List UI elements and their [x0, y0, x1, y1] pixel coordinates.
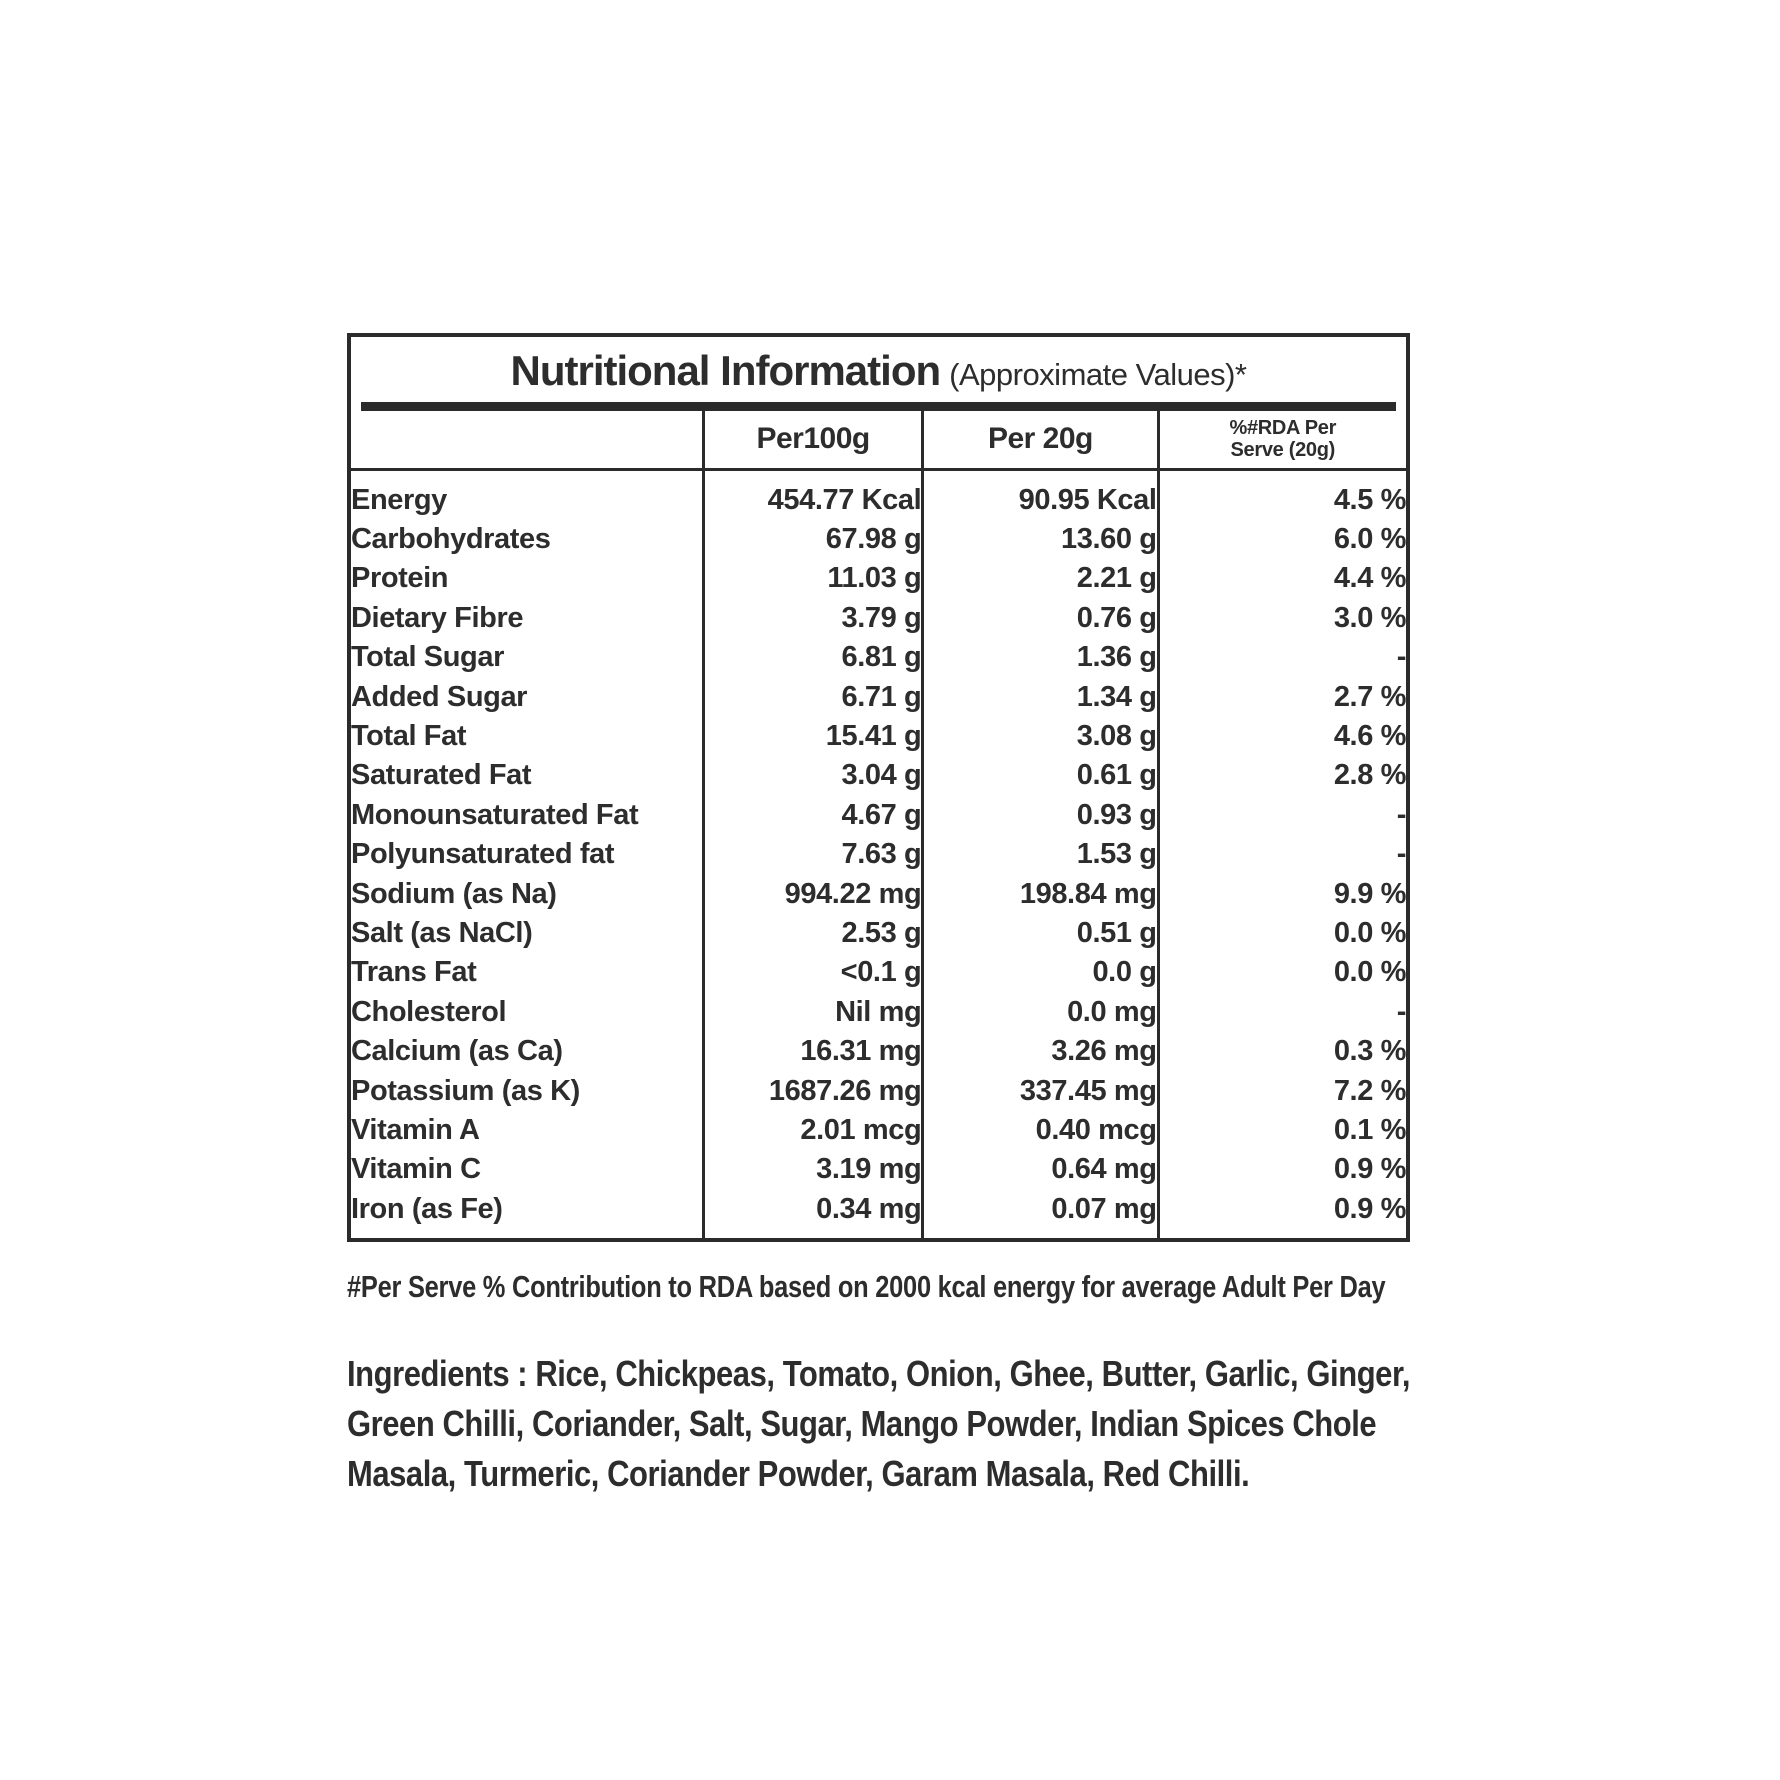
value-per20g: 0.40 mcg	[923, 1111, 1158, 1150]
table-row	[351, 599, 1406, 638]
value-per20g: 337.45 mg	[923, 1072, 1158, 1111]
header-row	[351, 411, 1406, 469]
value-rda: 2.7 %	[1158, 678, 1406, 717]
value-rda: 3.0 %	[1158, 599, 1406, 638]
value-per20g: 0.64 mg	[923, 1150, 1158, 1189]
value-per100g: 15.41 g	[703, 717, 922, 756]
ingredients-line: Ingredients : Rice, Chickpeas, Tomato, Onion, Ghee, Butter, Garlic, Ginger,	[347, 1353, 1411, 1395]
value-per20g: 0.76 g	[923, 599, 1158, 638]
value-rda: -	[1158, 638, 1406, 677]
value-per100g: 3.04 g	[703, 756, 922, 795]
value-rda: -	[1158, 993, 1406, 1032]
table-row	[351, 520, 1406, 559]
nutrient-name: Vitamin A	[351, 1114, 480, 1146]
value-per20g: 0.61 g	[923, 756, 1158, 795]
value-per20g: 0.07 mg	[923, 1190, 1158, 1238]
value-per100g: 7.63 g	[703, 835, 922, 874]
table-row	[351, 993, 1406, 1032]
value-per20g: 3.08 g	[923, 717, 1158, 756]
value-rda: 0.9 %	[1158, 1150, 1406, 1189]
table-row	[351, 1111, 1406, 1150]
nutrient-name: Protein	[351, 562, 449, 595]
value-per20g: 1.34 g	[923, 678, 1158, 717]
table-row	[351, 914, 1406, 953]
value-rda: 4.6 %	[1158, 717, 1406, 756]
value-rda: 2.8 %	[1158, 756, 1406, 795]
value-rda: 6.0 %	[1158, 520, 1406, 559]
value-per100g: 16.31 mg	[703, 1032, 922, 1071]
nutrient-name: Dietary Fibre	[351, 601, 524, 634]
table-row	[351, 1032, 1406, 1071]
ingredients-line: Green Chilli, Coriander, Salt, Sugar, Mango Powder, Indian Spices Chole	[347, 1403, 1377, 1445]
header-empty	[351, 411, 703, 469]
value-rda: -	[1158, 835, 1406, 874]
table-row	[351, 678, 1406, 717]
value-per20g: 0.51 g	[923, 914, 1158, 953]
value-per20g: 1.36 g	[923, 638, 1158, 677]
nutrient-name: Salt (as NaCl)	[351, 916, 533, 949]
value-rda: 4.4 %	[1158, 559, 1406, 598]
value-per100g: 4.67 g	[703, 796, 922, 835]
value-per100g: 67.98 g	[703, 520, 922, 559]
value-per20g: 0.93 g	[923, 796, 1158, 835]
nutrient-name: Carbohydrates	[351, 522, 551, 555]
nutrient-name: Total Fat	[351, 719, 467, 752]
header-per20g: Per 20g	[923, 411, 1158, 469]
value-per20g: 13.60 g	[923, 520, 1158, 559]
nutrition-table	[351, 411, 1406, 1238]
value-per20g: 90.95 Kcal	[923, 469, 1158, 520]
table-row	[351, 1072, 1406, 1111]
value-per100g: <0.1 g	[703, 953, 922, 992]
nutrient-name: Total Sugar	[351, 641, 504, 674]
nutrient-name: Added Sugar	[351, 680, 528, 713]
value-rda: 0.3 %	[1158, 1032, 1406, 1071]
value-per100g: 6.71 g	[703, 678, 922, 717]
value-rda: 0.9 %	[1158, 1190, 1406, 1238]
table-row	[351, 1150, 1406, 1189]
table-title	[351, 337, 1406, 399]
nutrient-name: Saturated Fat	[351, 759, 532, 792]
value-per20g: 0.0 mg	[923, 993, 1158, 1032]
ingredients-paragraph	[347, 1349, 1410, 1499]
value-per20g: 3.26 mg	[923, 1032, 1158, 1071]
header-rda-line1: %#RDA Per	[1229, 417, 1337, 440]
table-row	[351, 717, 1406, 756]
value-per100g: 994.22 mg	[703, 875, 922, 914]
table-row	[351, 796, 1406, 835]
label-column	[347, 333, 1410, 1499]
nutrient-name: Iron (as Fe)	[351, 1192, 503, 1225]
value-rda: 4.5 %	[1158, 469, 1406, 520]
value-rda: 9.9 %	[1158, 875, 1406, 914]
title-divider-rule	[361, 402, 1396, 411]
title-main: Nutritional Information	[510, 347, 941, 394]
value-per100g: 3.79 g	[703, 599, 922, 638]
value-rda: 0.1 %	[1158, 1111, 1406, 1150]
value-per100g: 2.53 g	[703, 914, 922, 953]
table-row	[351, 875, 1406, 914]
value-rda: -	[1158, 796, 1406, 835]
title-suffix: (Approximate Values)*	[949, 357, 1247, 392]
nutrient-name: Trans Fat	[351, 956, 477, 989]
nutrient-name: Energy	[351, 483, 447, 516]
nutrient-name: Monounsaturated Fat	[351, 798, 639, 831]
table-row	[351, 638, 1406, 677]
header-per100g: Per100g	[703, 411, 922, 469]
nutrition-table-box	[347, 333, 1410, 1242]
value-per20g: 198.84 mg	[923, 875, 1158, 914]
nutrient-name: Polyunsaturated fat	[351, 838, 615, 871]
rda-footnote: #Per Serve % Contribution to RDA based on 2000 kcal energy for average Adult Per Day	[347, 1269, 1386, 1305]
nutrient-name: Sodium (as Na)	[351, 877, 557, 910]
ingredients-line: Masala, Turmeric, Coriander Powder, Garam Masala, Red Chilli.	[347, 1453, 1250, 1495]
value-rda: 7.2 %	[1158, 1072, 1406, 1111]
table-row	[351, 469, 1406, 520]
value-per100g: 2.01 mcg	[703, 1111, 922, 1150]
value-rda: 0.0 %	[1158, 953, 1406, 992]
value-per100g: 3.19 mg	[703, 1150, 922, 1189]
nutrient-name: Potassium (as K)	[351, 1074, 580, 1107]
table-row	[351, 953, 1406, 992]
table-row	[351, 559, 1406, 598]
nutrient-name: Vitamin C	[351, 1153, 481, 1186]
value-per100g: Nil mg	[703, 993, 922, 1032]
value-per20g: 0.0 g	[923, 953, 1158, 992]
table-row	[351, 1190, 1406, 1238]
value-per100g: 1687.26 mg	[703, 1072, 922, 1111]
table-row	[351, 756, 1406, 795]
value-per20g: 1.53 g	[923, 835, 1158, 874]
value-per100g: 6.81 g	[703, 638, 922, 677]
header-rda	[1158, 411, 1406, 469]
value-per20g: 2.21 g	[923, 559, 1158, 598]
value-per100g: 0.34 mg	[703, 1190, 922, 1238]
table-row	[351, 835, 1406, 874]
value-per100g: 11.03 g	[703, 559, 922, 598]
nutrient-name: Calcium (as Ca)	[351, 1035, 563, 1068]
header-rda-line2: Serve (20g)	[1230, 439, 1336, 462]
value-rda: 0.0 %	[1158, 914, 1406, 953]
nutrient-name: Cholesterol	[351, 995, 507, 1028]
value-per100g: 454.77 Kcal	[703, 469, 922, 520]
